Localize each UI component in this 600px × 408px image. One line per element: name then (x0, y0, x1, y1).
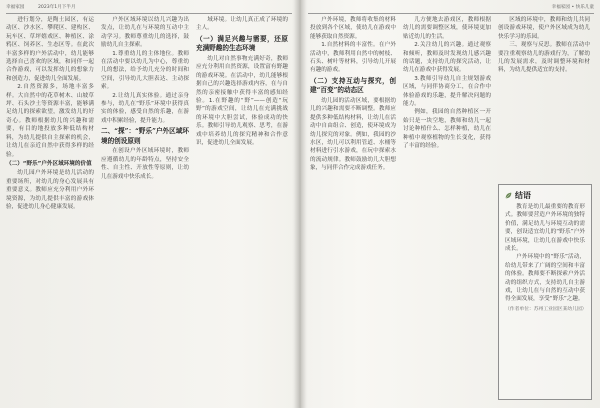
paragraph: 三、观察与反思。教师在活动中要注重观察幼儿的游戏行为，了解幼儿的发展需求，及时调整环境和材料，为幼儿提供适宜的支持。 (498, 42, 590, 74)
left-header-rule (6, 13, 292, 14)
left-column-1 (6, 16, 94, 408)
right-column-3 (498, 16, 590, 181)
paragraph: 3.教师引导幼儿自主规划游戏区域，与同伴协商分工，在合作中体验游戏的乐趣，提升解决问题的能力。 (403, 75, 491, 108)
section-heading: （一）满足兴趣与需要，还原充满野趣的生态环境 (196, 34, 288, 53)
paragraph: 域环境。让幼儿真正成了环境的主人。 (196, 17, 288, 32)
paragraph: 户外区域环境以幼儿兴趣为出发点，让幼儿在与环境的互动中主动学习。教师尊重幼儿的选择，鼓励幼儿自主探索。 (101, 17, 189, 49)
conclusion-title-row (505, 189, 585, 201)
right-column-2 (403, 16, 491, 408)
left-column-2 (101, 16, 189, 408)
author-note: （作者单位：苏州工业园区某幼儿园） (505, 306, 587, 312)
left-page (0, 0, 298, 408)
paragraph: 2.关注幼儿的兴趣。通过观察和倾听，教师及时发现幼儿感兴趣的话题，支持幼儿的探究活动，让幼儿在游戏中获得发展。 (403, 42, 491, 74)
left-header-title: 幸福家园 (6, 5, 25, 10)
left-header-date: 2023年1月下半月 (38, 5, 76, 10)
paragraph: 户外环境，教师将收集的材料投放到各个区域，使幼儿在游戏中能够获取自然资源。 (310, 17, 396, 40)
right-header-title: 幸福家园 • 快乐儿童 (551, 5, 594, 10)
section-heading: 二、“探”：“野乐”户外区域环境的创设原则 (101, 127, 189, 145)
conclusion-box (498, 184, 592, 400)
paragraph: 2.自然资源多，场地丰富多样。大自然中的花草树木、山坡草坪、石头沙土等资源丰富，能够满足幼儿的探索欲望，激发幼儿的好奇心。教师根据幼儿的兴趣和需要，有目的地投放多种低结构材料，为幼儿提供自主探索的机会，让幼儿在亲近自然中获得多样的经验。 (6, 84, 94, 158)
paragraph: 幼儿园户外环境是幼儿活动的重要场所，对幼儿的身心发展具有重要意义。教师应充分利用户外环境资源，为幼儿提供丰富的游戏体验，促进幼儿身心健康发展。 (6, 170, 94, 210)
right-header-rule (308, 13, 594, 14)
paragraph: 儿方便地去游戏区，教师根据幼儿的需要调整区域，使环境更加贴近幼儿的生活。 (403, 17, 491, 40)
paragraph: 1.自然材料的丰富性。在户外活动中，教师利用自然中的树枝、石头、树叶等材料，引导幼儿开展有趣的游戏。 (310, 42, 396, 74)
paragraph: 户外环境中的“野乐”活动，给幼儿带来了广阔的空间和丰富的体验。教师要不断探索户外活动的组织方式，支持幼儿自主游戏，让幼儿在与自然的互动中获得全面发展，享受“野乐”之趣。 (505, 254, 585, 303)
right-page (302, 0, 600, 408)
paragraph: 2.让幼儿真实体验。通过亲身参与，幼儿在“野乐”环境中获得真实的体验，感受自然的乐趣，在游戏中积累经验，提升能力。 (101, 92, 189, 124)
paragraph: 例如，我园的自然种植区一开始只是一块空地，教师和幼儿一起讨论种植什么、怎样种植，幼儿在种植中观察植物的生长变化，获得了丰富的经验。 (403, 109, 491, 150)
paragraph: 教育是幼儿最重要的教育形式。教师要营造户外环境的独特价值，满足幼儿与环境互动的需要，创设适宜幼儿的“野乐”户外区域环境，让幼儿在游戏中快乐成长。 (505, 204, 585, 253)
section-heading: （二）“野乐”户外区域环境的价值 (6, 160, 92, 167)
left-column-3 (196, 16, 288, 408)
paragraph: 在创设户外区域环境时，教师应遵循幼儿的年龄特点，坚持安全性、自主性、开放性等原则，让幼儿在游戏中快乐成长。 (101, 148, 189, 180)
paragraph: 幼儿园的活动区域，要根据幼儿的兴趣和需要不断调整。教师应提供多种低结构材料，让幼儿在活动中自由组合、创造，使环境成为幼儿探究的对象。例如，我园的沙水区，幼儿可以利用管道、水桶等材料进行引水游戏，在玩中探索水的流动规律。教师鼓励幼儿大胆想象，与同伴合作完成游戏任务。 (310, 98, 396, 172)
paragraph: 区域的环境中，教师和幼儿共同创设游戏环境，使户外区域成为幼儿快乐学习的乐园。 (498, 17, 590, 40)
paragraph: 1.尊重幼儿的主体地位。教师在活动中要以幼儿为中心，尊重幼儿的想法，给予幼儿充分的时间和空间，引导幼儿大胆表达、主动探索。 (101, 50, 189, 91)
paragraph: 进行划分，是陶土园区，有运动区、沙水区、攀爬区、建构区、玩车区、草坪嬉戏区、种植区、涂鸦区、饲养区、生态区等。在此次丰富多样的户外活动中，幼儿能够选择自己喜欢的区域，和同伴一起合作游戏，可以发挥幼儿的想象力和创造力，促进幼儿全面发展。 (6, 17, 94, 82)
right-column-1 (310, 16, 396, 408)
leaf-icon (505, 192, 512, 199)
paragraph: 幼儿对自然事物充满好奇，教师应充分利用自然资源，设置富有野趣的游戏环境。在活动中，幼儿能够根据自己的兴趣选择游戏内容，在与自然的亲密接触中获得丰富的感知经验。1.在野趣的“野”——创造“玩野”的游戏空间，让幼儿在充满挑战的环境中大胆尝试，体验成功的快乐。教师引导幼儿观察、思考，在游戏中培养幼儿的探究精神和合作意识，促进幼儿全面发展。 (196, 56, 288, 147)
conclusion-title: 结语 (515, 190, 531, 200)
section-heading: （二）支持互动与探究，创建“百变”的动态区 (310, 76, 396, 95)
